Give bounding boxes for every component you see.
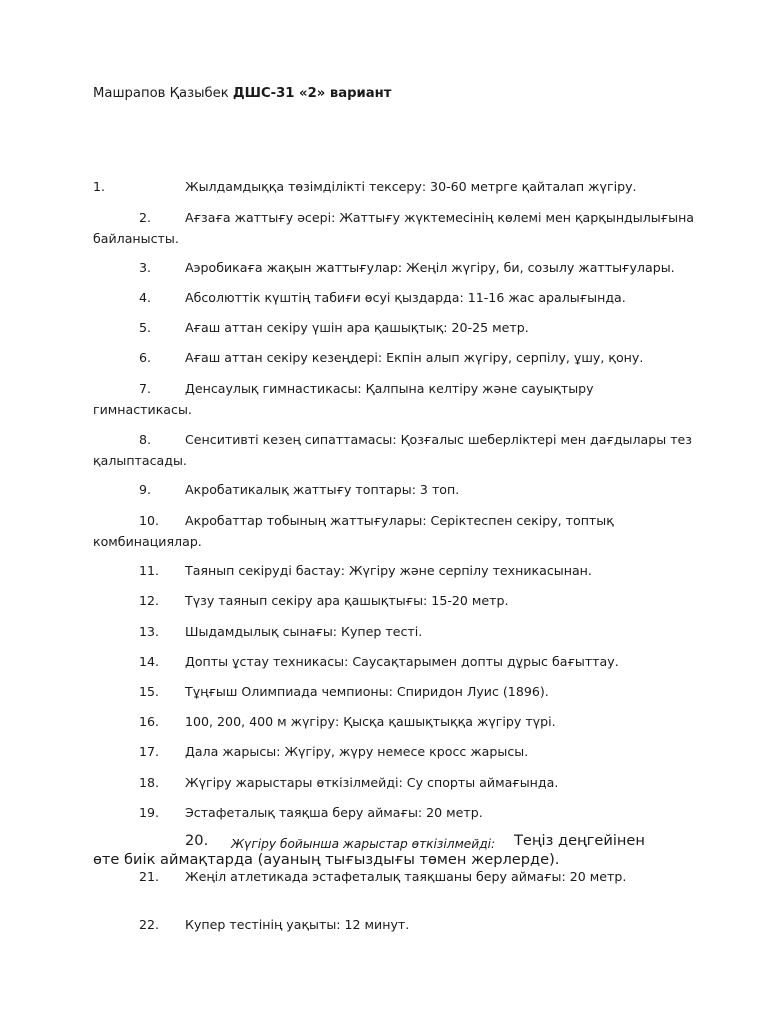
item-number: 14. bbox=[139, 654, 160, 669]
item-text: Дала жарысы: Жүгіру, жүру немесе кросс жарысы. bbox=[185, 744, 529, 759]
item-text: Допты ұстау техникасы: Саусақтарымен допты дұрыс бағыттау. bbox=[185, 654, 619, 669]
item-text: Купер тестінің уақыты: 12 минут. bbox=[185, 917, 410, 932]
item-text-continued: гимнастикасы. bbox=[93, 402, 192, 417]
item-text-continued: қалыптасады. bbox=[93, 453, 187, 468]
item-number: 22. bbox=[139, 917, 160, 932]
group-variant: ДШС-31 «2» вариант bbox=[232, 86, 392, 101]
item-text: Аэробикаға жақын жаттығулар: Жеңіл жүгіру, би, созылу жаттығулары. bbox=[185, 260, 675, 275]
item-text: Жүгіру жарыстары өткізілмейді: Су спорты аймағында. bbox=[185, 775, 559, 790]
item-number: 2. bbox=[139, 210, 152, 225]
item-text: Ағзаға жаттығу әсері: Жаттығу жүктемесінің көлемі мен қарқындылығына bbox=[185, 210, 695, 225]
item-number: 9. bbox=[139, 482, 152, 497]
item-text: Жеңіл атлетикада эстафеталық таяқшаны беру аймағы: 20 метр. bbox=[185, 869, 627, 884]
item-text: Жылдамдыққа төзімділікті тексеру: 30-60 метрге қайталап жүгіру. bbox=[185, 179, 637, 194]
item-text: Таянып секіруді бастау: Жүгіру және серпілу техникасынан. bbox=[185, 563, 592, 578]
item-text: Эстафеталық таяқша беру аймағы: 20 метр. bbox=[185, 805, 483, 820]
item-text: Теңіз деңгейінен bbox=[514, 832, 645, 849]
item-text: Түзу таянып секіру ара қашықтығы: 15-20 метр. bbox=[185, 593, 509, 608]
item-number: 3. bbox=[139, 260, 152, 275]
item-text-italic: Жүгіру бойынша жарыстар өткізілмейді: bbox=[231, 837, 496, 851]
item-text: 100, 200, 400 м жүгіру: Қысқа қашықтыққа жүгіру түрі. bbox=[185, 714, 556, 729]
item-text: Денсаулық гимнастикасы: Қалпына келтіру және сауықтыру bbox=[185, 381, 594, 396]
item-text: Ағаш аттан секіру кезеңдері: Екпін алып жүгіру, серпілу, ұшу, қону. bbox=[185, 350, 644, 365]
item-text: Акробаттар тобының жаттығулары: Серіктеспен секіру, топтық bbox=[185, 513, 614, 528]
item-number: 5. bbox=[139, 320, 152, 335]
item-number: 18. bbox=[139, 775, 160, 790]
item-text-continued: комбинациялар. bbox=[93, 534, 202, 549]
item-text: Акробатикалық жаттығу топтары: 3 топ. bbox=[185, 482, 460, 497]
item-text: Ағаш аттан секіру үшін ара қашықтық: 20-25 метр. bbox=[185, 320, 529, 335]
item-number: 19. bbox=[139, 805, 160, 820]
student-name: Машрапов Қазыбек bbox=[93, 86, 229, 101]
item-number: 15. bbox=[139, 684, 160, 699]
item-number: 17. bbox=[139, 744, 160, 759]
item-text: Сенситивті кезең сипаттамасы: Қозғалыс шеберліктері мен дағдылары тез bbox=[185, 432, 692, 447]
item-text-continued: өте биік аймақтарда (ауаның тығыздығы төмен жерлерде). bbox=[93, 851, 560, 868]
item-text-continued: байланысты. bbox=[93, 231, 179, 246]
item-text: Тұңғыш Олимпиада чемпионы: Спиридон Луис (1896). bbox=[185, 684, 549, 699]
item-text: Абсолюттік күштің табиғи өсуі қыздарда: 11-16 жас аралығында. bbox=[185, 290, 626, 305]
item-number: 8. bbox=[139, 432, 152, 447]
item-number: 1. bbox=[93, 179, 106, 194]
item-text: Шыдамдылық сынағы: Купер тесті. bbox=[185, 624, 423, 639]
item-number: 12. bbox=[139, 593, 160, 608]
item-number: 4. bbox=[139, 290, 152, 305]
item-number: 7. bbox=[139, 381, 152, 396]
item-number: 21. bbox=[139, 869, 160, 884]
item-number: 20. bbox=[185, 832, 209, 849]
document-header bbox=[93, 86, 391, 101]
item-number: 13. bbox=[139, 624, 160, 639]
item-number: 11. bbox=[139, 563, 160, 578]
item-number: 10. bbox=[139, 513, 160, 528]
item-number: 6. bbox=[139, 350, 152, 365]
item-number: 16. bbox=[139, 714, 160, 729]
